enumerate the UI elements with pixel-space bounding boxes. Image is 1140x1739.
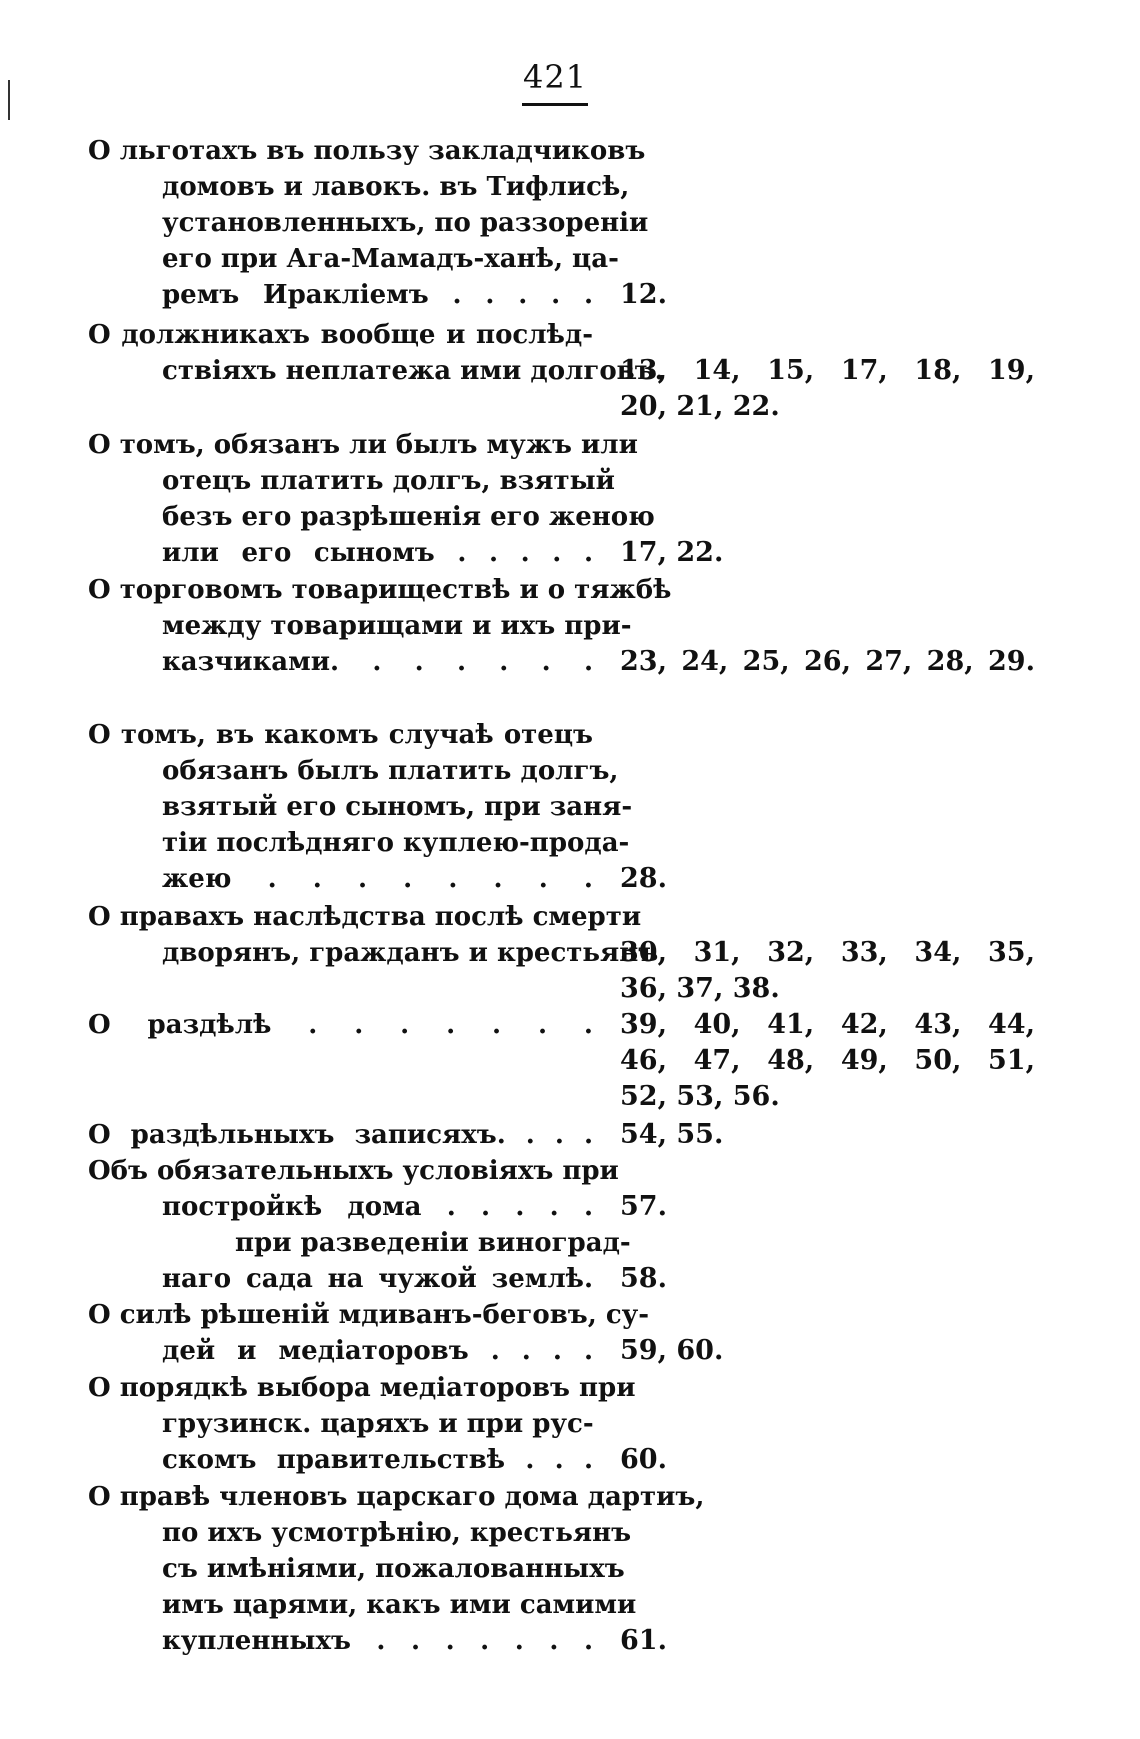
ref-line: 17, 22. [620,537,724,568]
entry-refs [620,1333,1040,1369]
entry-line: жею . . . . . . . . [162,864,593,894]
ref-line: 30, 31, 32, 33, 34, 35, [620,937,1035,968]
entry-line: ствіяхъ неплатежа ими долговъ. [162,356,664,386]
entry-line: О правахъ наслѣдства послѣ смерти [88,902,642,932]
entry-line: О раздѣльныхъ записяхъ. . . . [88,1120,593,1150]
entry-line: установленныхъ, по раззореніи [162,208,649,238]
entry-refs [620,1117,1040,1153]
entry-line: О силѣ рѣшеній мдиванъ-беговъ, су- [88,1300,650,1330]
entry-line: ремъ Иракліемъ . . . . . [162,280,593,310]
ref-line: 61. [620,1625,667,1656]
entry-line: между товарищами и ихъ при- [162,611,632,641]
ref-line: 23, 24, 25, 26, 27, 28, 29. [620,646,1035,677]
entry-line: тіи послѣдняго куплею-прода- [162,828,630,858]
entry-line: О томъ, въ какомъ случаѣ отецъ [88,720,593,750]
ref-line: 52, 53, 56. [620,1081,780,1112]
entry-line: по ихъ усмотрѣнію, крестьянъ [162,1518,632,1548]
ref-line: 13, 14, 15, 17, 18, 19, [620,355,1035,386]
ref-line: 59, 60. [620,1335,724,1366]
entry-refs [620,1442,1040,1478]
entry-line: скомъ правительствѣ . . . [162,1445,593,1475]
ref-line: 36, 37, 38. [620,973,780,1004]
page-number-rule [522,103,588,106]
entry-line: отецъ платить долгъ, взятый [162,466,615,496]
entry-line: купленныхъ . . . . . . . [162,1626,593,1656]
entry-line: обязанъ былъ платить долгъ, [162,756,619,786]
entry-line: О правѣ членовъ царскаго дома дартиъ, [88,1482,705,1512]
entry-line: Объ обязательныхъ условіяхъ при [88,1156,619,1186]
ref-line: 54, 55. [620,1119,724,1150]
ref-line: 58. [620,1263,667,1294]
entry-refs [620,535,1040,571]
entry-refs [620,1623,1040,1659]
entry-line: О льготахъ въ пользу закладчиковъ [88,136,646,166]
page-number: 421 [523,58,588,96]
entry-line: грузинск. царяхъ и при рус- [162,1409,594,1439]
ref-line: 28. [620,863,667,894]
entry-refs [620,353,1040,425]
entry-refs [620,1189,1040,1225]
entry-line: его при Ага-Мамадъ-ханѣ, ца- [162,244,619,274]
entry-refs [620,277,1040,313]
entry-line: казчиками. . . . . . . [162,647,593,677]
ref-line: 46, 47, 48, 49, 50, 51, [620,1045,1035,1076]
entry-line: домовъ и лавокъ. въ Тифлисѣ, [162,172,630,202]
entry-line: имъ царями, какъ ими самими [162,1590,637,1620]
entry-line: наго сада на чужой землѣ. [162,1264,593,1294]
entry-line: или его сыномъ . . . . . [162,538,593,568]
entry-line: О томъ, обязанъ ли былъ мужъ или [88,430,638,460]
ref-line: 20, 21, 22. [620,391,780,422]
entry-line: дворянъ, гражданъ и крестьянъ [162,938,659,968]
ref-line: 57. [620,1191,667,1222]
entry-refs [620,861,1040,897]
entry-line: О раздѣлѣ . . . . . . . [88,1010,593,1040]
entry-refs [620,1007,1040,1115]
entry-line: О порядкѣ выбора медіаторовъ при [88,1373,636,1403]
margin-mark [8,80,10,120]
entry-line: О должникахъ вообще и послѣд- [88,320,593,350]
ref-line: 60. [620,1444,667,1475]
entry-refs [620,1261,1040,1297]
entry-refs [620,644,1040,680]
entry-line: постройкѣ дома . . . . . [162,1192,593,1222]
ref-line: 12. [620,279,667,310]
entry-line: безъ его разрѣшенія его женою [162,502,655,532]
entry-refs [620,935,1040,1007]
entry-line: взятый его сыномъ, при заня- [162,792,633,822]
entry-line: дей и медіаторовъ . . . . [162,1336,593,1366]
ref-line: 39, 40, 41, 42, 43, 44, [620,1009,1035,1040]
entry-line: О торговомъ товариществѣ и о тяжбѣ [88,575,672,605]
entry-line: при разведеніи виноград- [235,1228,631,1258]
entry-line: съ имѣніями, пожалованныхъ [162,1554,625,1584]
